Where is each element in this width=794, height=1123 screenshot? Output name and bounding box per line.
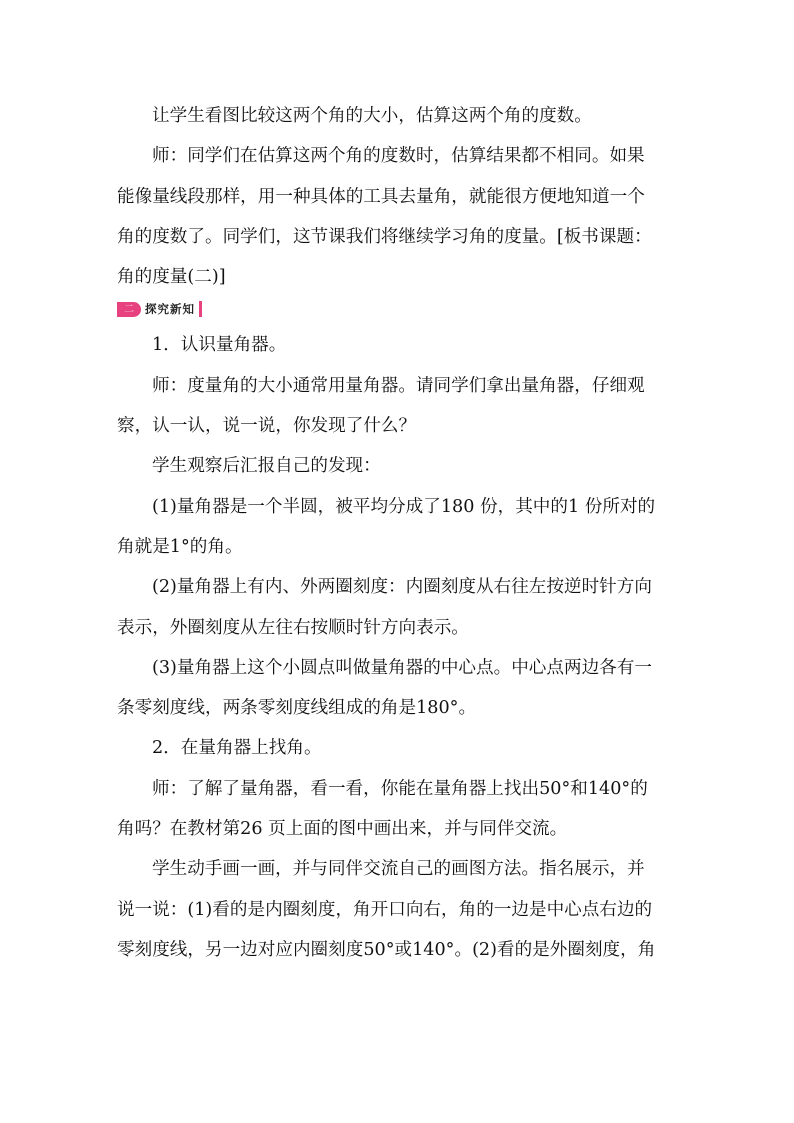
document-page: [117, 96, 682, 970]
paragraph: [117, 325, 682, 365]
paragraph: [117, 728, 682, 768]
intro-section: [117, 96, 682, 297]
paragraph: [117, 487, 682, 568]
section-number-badge: 二: [117, 302, 141, 317]
text-line: 角就是1°的角。: [117, 536, 243, 557]
text-line: 学生动手画一画，并与同伴交流自己的画图方法。指名展示，并: [152, 859, 645, 880]
section-divider-bar: [199, 301, 202, 317]
paragraph: [117, 446, 682, 486]
text-line: 表示，外圈刻度从左往右按顺时针方向表示。: [117, 617, 469, 638]
paragraph: [117, 648, 682, 729]
text-line: (1)量角器是一个半圆，被平均分成了180 份，其中的1 份所对的: [152, 496, 656, 517]
text-line: 零刻度线，另一边对应内圈刻度50°或140°。(2)看的是外圈刻度，角: [117, 939, 656, 960]
text-line: 让学生看图比较这两个角的大小，估算这两个角的度数。: [152, 106, 592, 126]
text-line: 察，认一认，说一说，你发现了什么？: [117, 416, 417, 437]
text-line: 2．在量角器上找角。: [152, 738, 322, 759]
text-line: 说一说：(1)看的是内圈刻度，角开口向右，角的一边是中心点右边的: [117, 899, 653, 920]
text-line: 师：了解了量角器，看一看，你能在量角器上找出50°和140°的: [152, 778, 648, 799]
paragraph: [117, 136, 682, 297]
paragraph: [117, 567, 682, 648]
text-line: 学生观察后汇报自己的发现：: [152, 456, 381, 477]
section-title: 探究新知: [145, 302, 195, 317]
text-line: 角吗？在教材第26 页上面的图中画出来，并与同伴交流。: [117, 819, 568, 840]
text-line: 角的度数了。同学们，这节课我们将继续学习角的度量。[板书课题：: [117, 226, 652, 247]
paragraph: [117, 769, 682, 850]
section-header: [117, 300, 682, 318]
paragraph: [117, 366, 682, 447]
text-line: (2)量角器上有内、外两圈刻度：内圈刻度从右往左按逆时针方向: [152, 577, 652, 598]
text-line: 师：度量角的大小通常用量角器。请同学们拿出量角器，仔细观: [152, 375, 645, 396]
paragraph: [117, 849, 682, 970]
text-line: 能像量线段那样，用一种具体的工具去量角，就能很方便地知道一个: [117, 186, 645, 207]
text-line: 条零刻度线，两条零刻度线组成的角是180°。: [117, 698, 477, 719]
paragraph: [117, 96, 682, 136]
text-line: (3)量角器上这个小圆点叫做量角器的中心点。中心点两边各有一: [152, 657, 652, 678]
text-line: 师：同学们在估算这两个角的度数时，估算结果都不相同。如果: [152, 146, 645, 167]
explore-section: [117, 325, 682, 970]
text-line: 角的度量(二)]: [117, 267, 226, 288]
text-line: 1．认识量角器。: [152, 335, 287, 356]
